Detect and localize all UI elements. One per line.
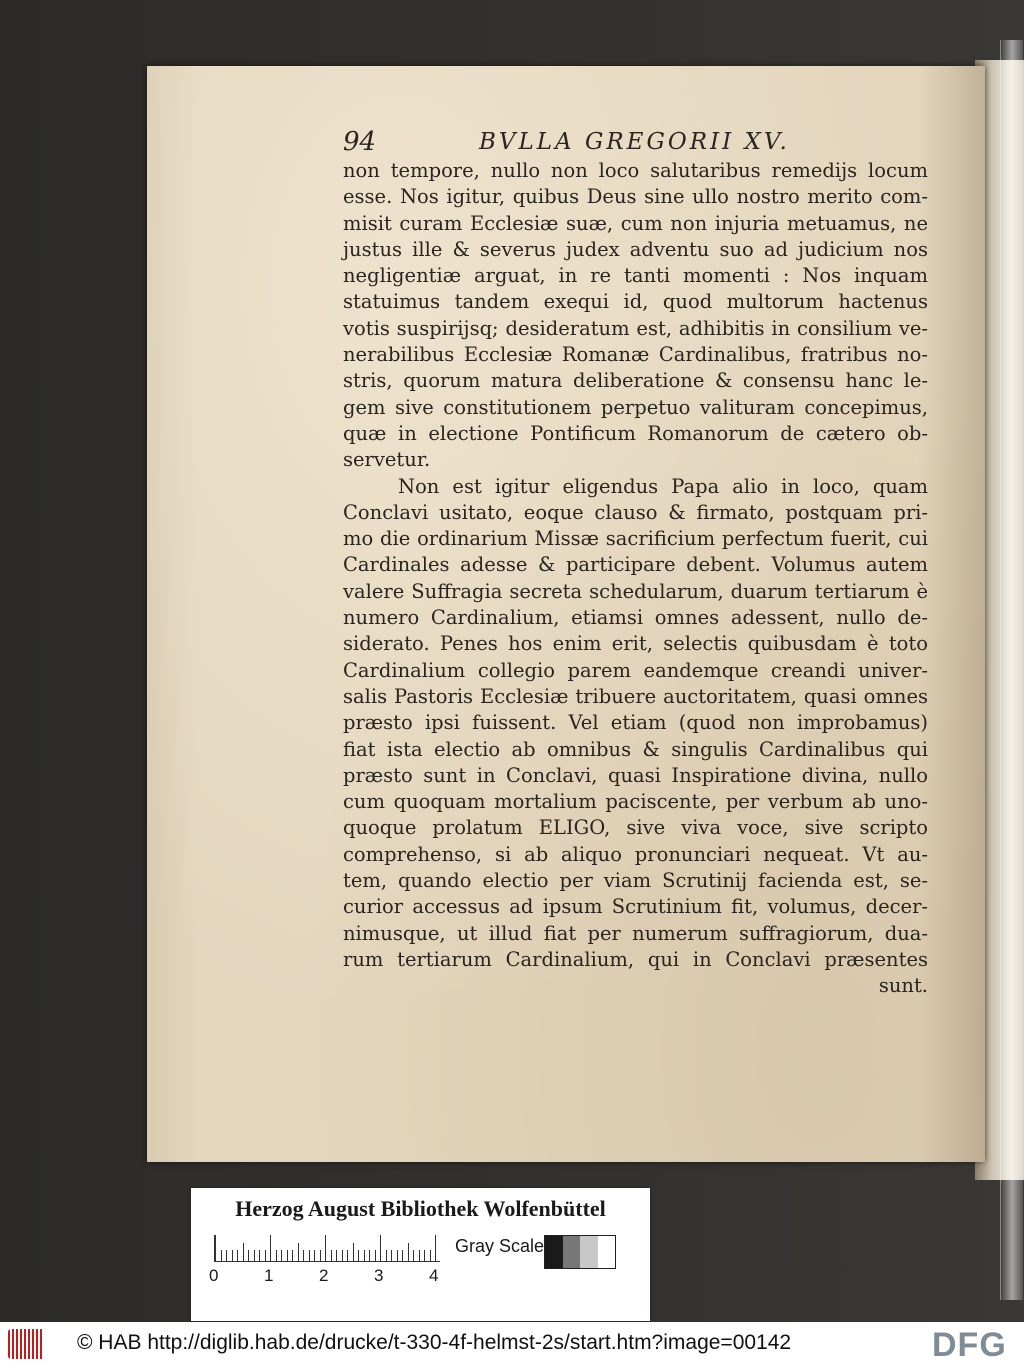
text-line: nerabilibus Ecclesiæ Romanæ Cardinalibus, fratribus no-: [343, 343, 928, 367]
ruler-tick: [402, 1250, 403, 1261]
text-line: Conclavi usitato, eoque clauso & firmato, postquam pri-: [343, 500, 928, 524]
text-line: præsto ipsi fuissent. Vel etiam (quod non improbamus): [343, 711, 928, 735]
ruler-tick: [358, 1250, 359, 1261]
ruler-tick: [221, 1250, 222, 1261]
text-line: negligentiæ arguat, in re tanti momenti : Nos inquam: [343, 264, 928, 288]
gray-scale-swatches: [544, 1235, 616, 1269]
text-line: valere Suffragia secreta schedularum, duarum tertiarum è: [343, 579, 928, 603]
footer-bar: [0, 1322, 1024, 1367]
ruler-tick: [424, 1250, 425, 1261]
text-line: statuimus tandem exequi id, quod multorum hactenus: [343, 290, 928, 314]
body-text: [343, 158, 928, 1000]
ruler-tick: [419, 1250, 420, 1261]
text-line: Cardinales adesse & participare debent. Volumus autem: [343, 553, 928, 577]
glass-clip: [1000, 40, 1023, 1300]
ruler-tick: [397, 1250, 398, 1261]
ruler-tick: [237, 1250, 238, 1261]
ruler-tick: [347, 1250, 348, 1261]
text-line: comprehenso, si ab aliquo pronunciari nequeat. Vt au-: [343, 842, 928, 866]
text-line: esse. Nos igitur, quibus Deus sine ullo nostro merito com-: [343, 185, 928, 209]
ruler-tick: [391, 1250, 392, 1261]
text-line: siderato. Penes hos enim erit, selectis quibusdam è toto: [343, 632, 928, 656]
source-url[interactable]: © HAB http://diglib.hab.de/drucke/t-330-4f-helmst-2s/start.htm?image=00142: [77, 1331, 792, 1354]
ruler-tick: [336, 1250, 337, 1261]
ruler-tick: [232, 1250, 233, 1261]
dfg-logo: DFG: [932, 1326, 1007, 1364]
gray-swatch: [580, 1236, 598, 1268]
text-line: fiat ista electio ab omnibus & singulis Cardinalibus qui: [343, 737, 928, 761]
text-line: sunt.: [878, 974, 928, 998]
scale-ruler: [214, 1235, 440, 1262]
ruler-number: 0: [209, 1266, 219, 1285]
ruler-tick: [248, 1250, 249, 1261]
gray-swatch: [598, 1236, 616, 1268]
ruler-tick: [215, 1235, 216, 1261]
ruler-tick: [309, 1250, 310, 1261]
ruler-tick: [325, 1235, 326, 1261]
ruler-number: 1: [264, 1266, 274, 1285]
hab-barcode-icon: [8, 1329, 44, 1359]
text-line: quæ in electione Pontificum Romanorum de cætero ob-: [343, 421, 928, 445]
ruler-tick: [342, 1250, 343, 1261]
text-line: numero Cardinalium, etiamsi omnes adessent, nullo de-: [343, 606, 928, 630]
ruler-tick: [380, 1235, 381, 1261]
ruler-tick: [375, 1250, 376, 1261]
ruler-tick: [254, 1250, 255, 1261]
ruler-tick: [287, 1250, 288, 1261]
gray-swatch: [563, 1236, 581, 1268]
ruler-tick: [320, 1250, 321, 1261]
ruler-tick: [292, 1250, 293, 1261]
text-line: cum quoquam mortalium paciscente, per verbum ab uno-: [343, 790, 928, 814]
text-line: mo die ordinarium Missæ sacrificium perfectum fuerit, cui: [343, 527, 928, 551]
running-title: BVLLA GREGORII XV.: [479, 129, 790, 155]
text-line: votis suspirijsq; desideratum est, adhibitis in consilium ve-: [343, 316, 928, 340]
ruler-tick: [430, 1250, 431, 1261]
text-line: rum tertiarum Cardinalium, qui in Conclavi præsentes: [343, 947, 928, 971]
text-line: nimusque, ut illud fiat per numerum suffragiorum, dua-: [343, 921, 928, 945]
text-line: misit curam Ecclesiæ suæ, cum non injuria metuamus, ne: [343, 211, 928, 235]
text-line: justus ille & severus judex adventu suo ad judicium nos: [343, 237, 928, 261]
ruler-number: 4: [429, 1266, 439, 1285]
ruler-tick: [298, 1243, 299, 1261]
page-number: 94: [343, 127, 377, 157]
text-line: curior accessus ad ipsum Scrutinium fit, volumus, decer-: [343, 895, 928, 919]
ruler-tick: [314, 1250, 315, 1261]
text-line: salis Pastoris Ecclesiæ tribuere auctoritatem, quasi omnes: [343, 684, 928, 708]
text-line: Cardinalium collegio parem eandemque creandi univer-: [343, 658, 928, 682]
gray-scale-label: Gray Scale: [455, 1236, 545, 1256]
text-line: quoque prolatum ELIGO, sive viva voce, sive scripto: [343, 816, 928, 840]
text-line: tem, quando electio per viam Scrutinij facienda est, se-: [343, 869, 928, 893]
ruler-tick: [270, 1235, 271, 1261]
ruler-number: 2: [319, 1266, 329, 1285]
ruler-tick: [303, 1250, 304, 1261]
running-head: [343, 127, 943, 157]
ruler-tick: [435, 1235, 436, 1261]
ruler-number: 3: [374, 1266, 384, 1285]
ruler-tick: [265, 1250, 266, 1261]
ruler-tick: [281, 1250, 282, 1261]
ruler-tick: [276, 1250, 277, 1261]
text-line: Non est igitur eligendus Papa alio in loco, quam: [398, 474, 928, 498]
ruler-tick: [408, 1243, 409, 1261]
ruler-tick: [353, 1243, 354, 1261]
text-line: præsto sunt in Conclavi, quasi Inspiratione divina, nullo: [343, 763, 928, 787]
ruler-tick: [259, 1250, 260, 1261]
ruler-tick: [386, 1250, 387, 1261]
ruler-tick: [331, 1250, 332, 1261]
text-line: non tempore, nullo non loco salutaribus remedijs locum: [343, 159, 928, 182]
text-line: gem sive constitutionem perpetuo valituram concepimus,: [343, 395, 928, 419]
text-line: servetur.: [343, 448, 431, 472]
library-label-card: [191, 1188, 650, 1321]
ruler-tick: [364, 1250, 365, 1261]
gray-swatch: [545, 1236, 563, 1268]
ruler-tick: [243, 1243, 244, 1261]
ruler-tick: [413, 1250, 414, 1261]
library-name: Herzog August Bibliothek Wolfenbüttel: [235, 1196, 606, 1221]
text-line: stris, quorum matura deliberatione & consensu hanc le-: [343, 369, 928, 393]
ruler-tick: [226, 1250, 227, 1261]
ruler-tick: [369, 1250, 370, 1261]
